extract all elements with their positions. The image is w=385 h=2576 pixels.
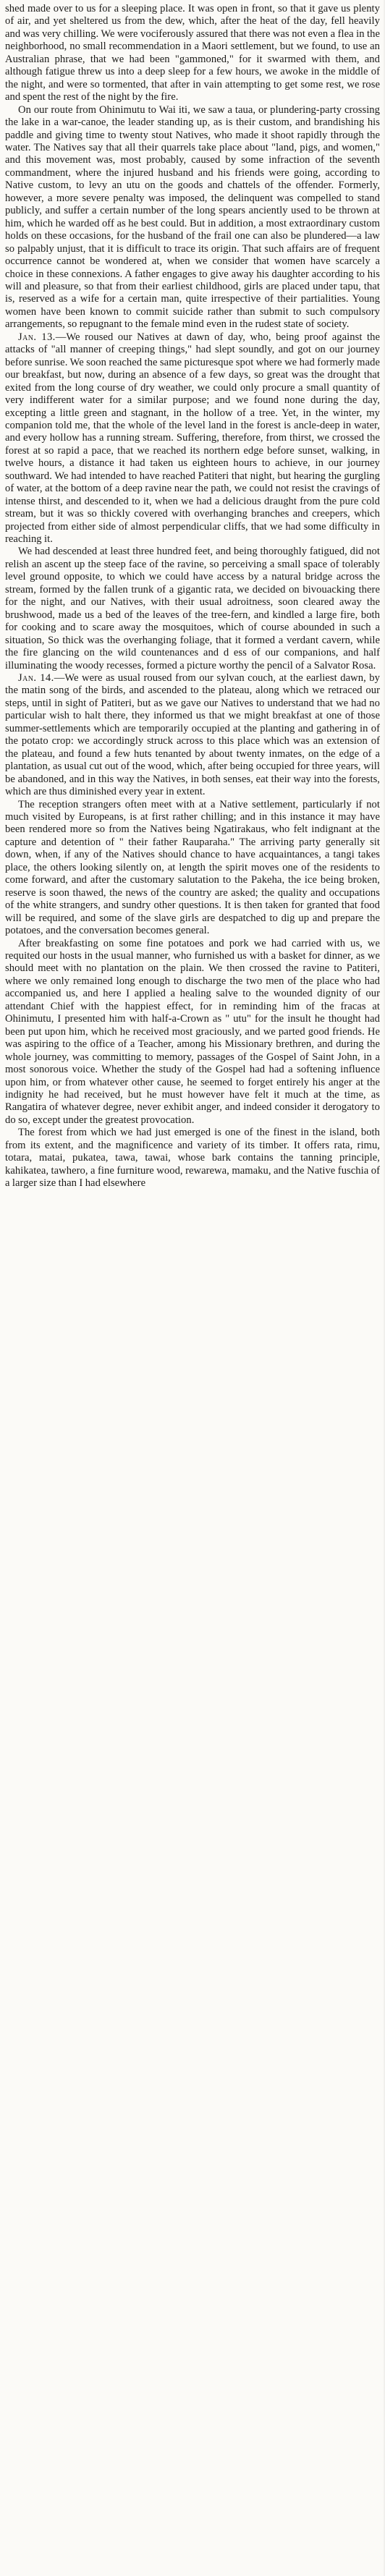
paragraph-text: After breakfasting on some fine potatoes and pork we had carried with us, we requited our hosts in the usual manner, who furnished us with a basket for dinner, as we should meet with no plantation on the plain. We then crossed the ravine to Patiteri, where we only remained long enough to discharge the two men of the place who had accompanied us, and here I applied a healing salve to the wounded dignity of our attendant Chief with the happiest effect, for in reminding him of the fracas at Ohinimutu, I presented him with half-a-Crown as " utu" for the insult he thought had been put upon him, which he received most graciously, and we parted good friends. He was aspiring to the office of a Teacher, among his Missionary brethren, and during the whole journey, was committing to memory, passages of the Gospel of Saint John, in a most sonorous voice. Whether the study of the Gospel had had a softening influence upon him, or from whatever other cause, he seemed to forget entirely his anger at the indignity he had received, but he must however have felt it much at the time, as Rangatira of whatever degree, never exhibit anger, and indeed consider it derogatory to do so, except under the greatest provocation. xyxy=(5,937,380,1126)
paragraph-text: —We roused our Natives at dawn of day, who, being proof against the attacks of "all manner of creeping things," had slept soundly, and got on our journey before sunrise. We soon reached the same picturesque spot where we had formerly made our breakfast, but now, during an absence of a few days, so great was the drought that exited from the long course of dry weather, we could only procure a small quantity of very indifferent water for a similar purpose; and we found none during the day, excepting a little green and stagnant, in the hollow of a tree. Yet, in the winter, my companion told me, that the whole of the level land in the forest is ancle-deep in water, and every hollow has a running stream. Suffering, therefore, from thirst, we crossed the forest at so rapid a pace, that we reached its northern edge before sunset, walking, in twelve hours, a distance it had taken us eighteen hours to achieve, in our journey southward. We had intended to have reached Patiteri that night, but hearing the gurgling of water, at the bottom of a deep ravine near the path, we could not resist the cravings of intense thirst, and descended to it, when we had a delicious draught from the pure cold stream, but it was so thickly covered with overhanging branches and creepers, which projected from either side of almost perpendicular cliffs, that we had some difficulty in reaching it. xyxy=(5,331,380,546)
paragraph-war-canoe xyxy=(5,104,380,331)
paragraph-ravine-bivouac xyxy=(5,546,380,672)
paragraph-text: shed made over to us for a sleeping place. It was open in front, so that it gave us plenty of air, and yet sheltered us from the dew, which, after the heat of the day, fell heavily and was very chilling. We were vociferously assured that there was not even a flea in the neighborhood, no small recommendation in a Maori settlement, but we found, to use an Australian phrase, that we had been "gammoned," for it swarmed with them, and although fatigue threw us into a deep sleep for a few hours, we awoke in the middle of the night, and were so tormented, that after in vain attempting to get some rest, we rose and spent the rest of the night by the fire. xyxy=(5,3,380,103)
article-column xyxy=(5,3,380,1190)
paragraph-forest-timber xyxy=(5,1127,380,1190)
paragraph-breakfast-patiteri xyxy=(5,938,380,1127)
paragraph-reception-strangers xyxy=(5,799,380,938)
paragraph-text: The forest from which we had just emerged is one of the finest in the island, both from its extent, and the magnificence and variety of its timber. It offers rata, rimu, totara, matai, pukatea, tawa, tawai, whose bark contains the tanning principle, kahikatea, tawhero, a fine furniture wood, rewarewa, mamaku, and the Native fuschia of a larger size than I had elsewhere xyxy=(5,1127,380,1190)
paragraph-text: On our route from Ohinimutu to Wai iti, we saw a taua, or plundering-party crossing the lake in a war-canoe, the leader standing up, as is their custom, and brandishing his paddle and giving time to twenty stout Natives, who made it shoot rapidly through the water. The Natives say that all their quarrels take place about "land, pigs, and women," and this movement was, most probably, caused by some infraction of the seventh commandment, where the injured husband and his friends were going, according to Native custom, to levy an utu on the goods and chattels of the offender. Formerly, however, a more severe penalty was imposed, the delinquent was compelled to stand publicly, and suffer a certain number of the long spears anciently used to be thrown at him, which he warded off as he best could. But in addition, a most extraordinary custom holds on these occasions, for the husband of the frail one can also be plundered—a law so palpably unjust, that it is difficult to trace its origin. That such affairs are of frequent occurrence cannot be wondered at, when we consider that women have scarcely a choice in these connexions. A father engages to give away his daughter according to his will and pleasure, so that from their earliest childhood, girls are placed under tapu, that is, reserved as a wife for a certain man, quite irrespective of their partialities. Young women have been known to commit suicide rather than submit to such compulsory arrangements, so repugnant to the female mind even in the rudest state of society. xyxy=(5,103,380,331)
dateline: Jan. 14. xyxy=(18,672,54,685)
paragraph-sleeping-shed xyxy=(5,3,380,104)
paragraph-jan-13 xyxy=(5,331,380,546)
paragraph-text: The reception strangers often meet with at a Native settlement, particularly if not much visited by Europeans, is at first rather chilling; and in this instance it may have been rendered more so from the Natives being Ngatirakaus, who felt indignant at the capture and detention of " their father Rauparaha." The arriving party generally sit down, when, if any of the Natives should chance to have acquaintances, a tangi takes place, the others looking silently on, at length the spirit moves one of the residents to come forward, and after the customary salutation to the Pakeha, the ice being broken, reserve is soon thawed, the news of the country are asked; the quality and occupations of the white strangers, and sundry other questions. It is then taken for granted that food will be required, and some of the slave girls are despatched to dig up and prepare the potatoes, and the conversation becomes general. xyxy=(5,798,380,937)
paragraph-jan-14 xyxy=(5,672,380,799)
paragraph-text: We had descended at least three hundred feet, and being thoroughly fatigued, did not relish an ascent up the steep face of the ravine, so perceiving a small space of tolerably level ground opposite, to which we could have access by a natural bridge across the stream, formed by the fallen trunk of a gigantic rata, we decided on bivouacking there for the night, and our Natives, with their usual adroitness, soon cleared away the brushwood, made us a bed of the leaves of the tree-fern, and kindled a large fire, both for cooking and to scare away the mosquitoes, which of course abounded in such a situation, So thick was the overhanging foliage, that it formed a verdant cavern, while the fire glancing on the wild countenances and d ess of our companions, and half illuminating the woody recesses, formed a picture worthy the pencil of a Salvator Rosa. xyxy=(5,546,380,671)
dateline: Jan. 13. xyxy=(18,331,56,343)
paragraph-text: —We were as usual roused from our sylvan couch, at the earliest dawn, by the matin song of the birds, and ascended to the plateau, along which we retraced our steps, until in sight of Patiteri, but as we gave our Natives to understand that we had no particular wish to halt there, they informed us that we might breakfast at one of those summer-settlements which are temporarily occupied at the planting and gathering in of the potato crop: we accordingly struck across to this place which was an extension of the plateau, and found a few huts tenanted by about twenty inmates, on the edge of a plantation, as usual cut out of the wood, which, after being occupied for three years, will be abandoned, and in this way the Natives, in both senses, eat their way into the forests, which are thus diminished every year in extent. xyxy=(5,672,381,798)
